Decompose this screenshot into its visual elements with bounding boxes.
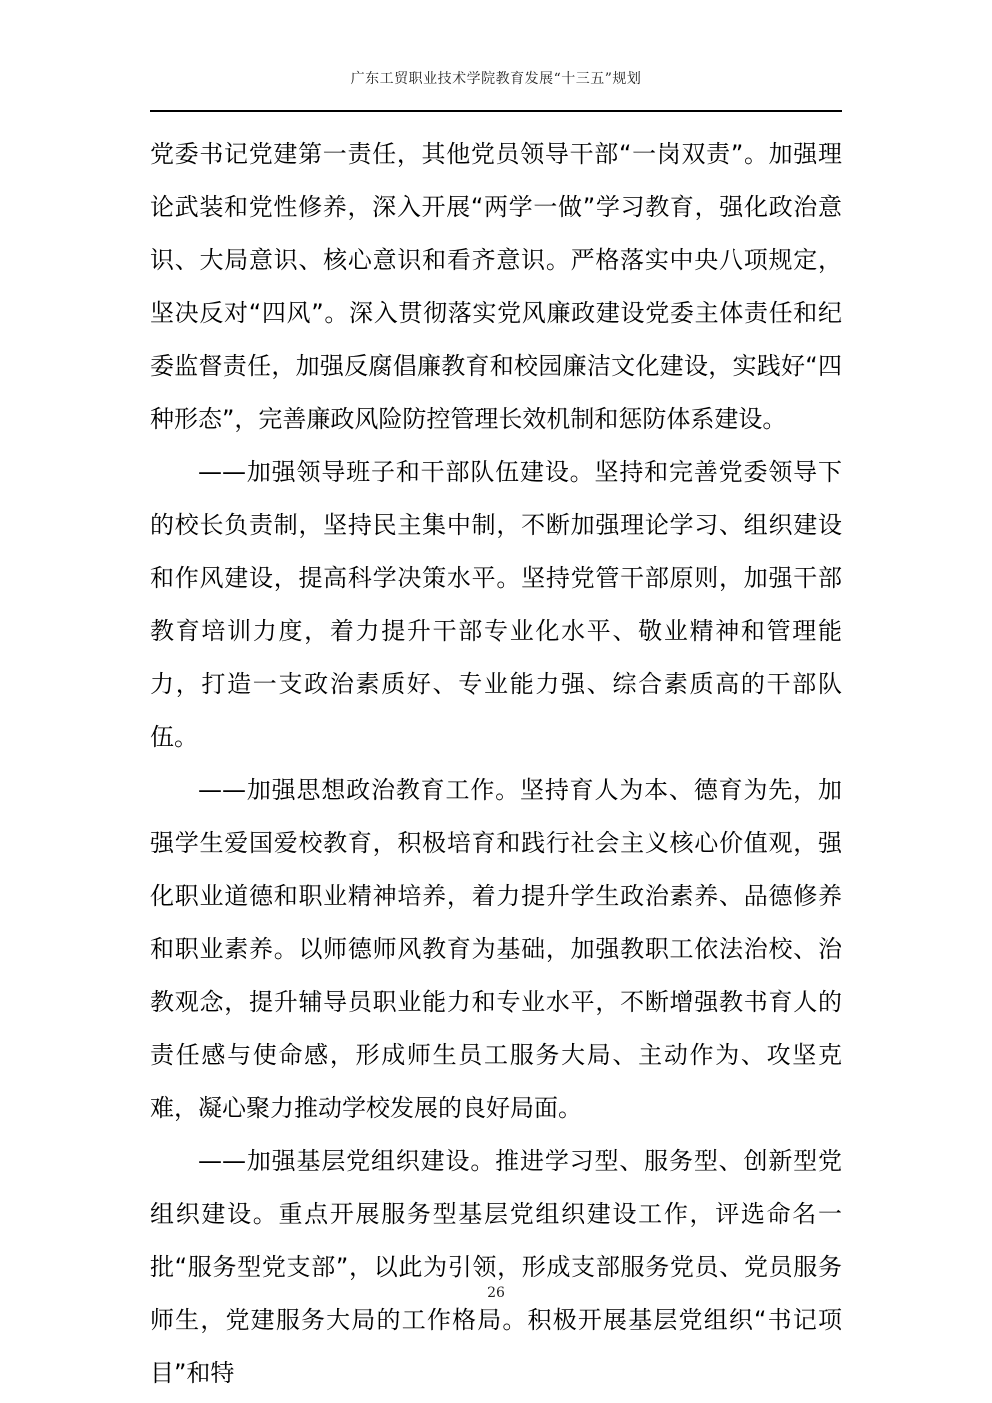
running-header: 广东工贸职业技术学院教育发展“十三五”规划 [350, 71, 642, 87]
header-divider [150, 110, 842, 112]
page-number: 26 [487, 1285, 505, 1301]
paragraph-leadership-team: ——加强领导班子和干部队伍建设。坚持和完善党委领导下的校长负责制，坚持民主集中制，不断加强理论学习、组织建设和作风建设，提高科学决策水平。坚持党管干部原则，加强干部教育培训力度，着力提升干部专业化水平、敬业精神和管理能力，打造一支政治素质好、专业能力强、综合素质高的干部队伍。 [150, 458, 842, 751]
body-text [150, 128, 842, 1400]
paragraph-grassroots-party: ——加强基层党组织建设。推进学习型、服务型、创新型党组织建设。重点开展服务型基层党组织建设工作，评选命名一批“服务型党支部”，以此为引领，形成支部服务党员、党员服务师生，党建服务大局的工作格局。积极开展基层党组织“书记项目”和特 [150, 1147, 842, 1387]
paragraph-continued: 党委书记党建第一责任，其他党员领导干部“一岗双责”。加强理论武装和党性修养，深入开展“两学一做”学习教育，强化政治意识、大局意识、核心意识和看齐意识。严格落实中央八项规定，坚决反对“四风”。深入贯彻落实党风廉政建设党委主体责任和纪委监督责任，加强反腐倡廉教育和校园廉洁文化建设，实践好“四种形态”，完善廉政风险防控管理长效机制和惩防体系建设。 [150, 140, 842, 433]
paragraph-ideological-education: ——加强思想政治教育工作。坚持育人为本、德育为先，加强学生爱国爱校教育，积极培育和践行社会主义核心价值观，强化职业道德和职业精神培养，着力提升学生政治素养、品德修养和职业素养。以师德师风教育为基础，加强教职工依法治校、治教观念，提升辅导员职业能力和专业水平，不断增强教书育人的责任感与使命感，形成师生员工服务大局、主动作为、攻坚克难，凝心聚力推动学校发展的良好局面。 [150, 776, 842, 1122]
